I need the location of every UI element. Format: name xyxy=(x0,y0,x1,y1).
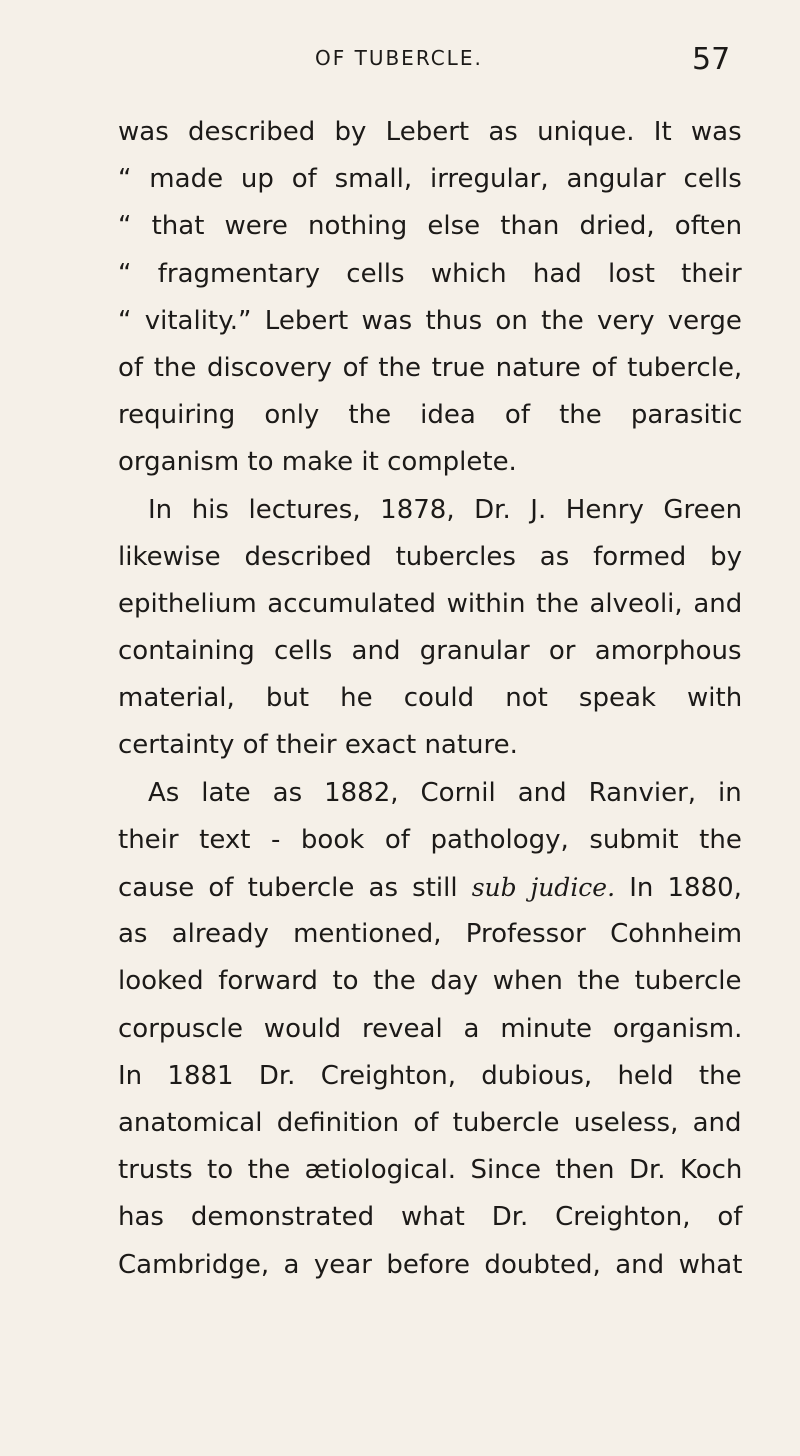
text-line: As late as 1882, Cornil and Ranvier, in xyxy=(148,777,742,808)
text-line: their text - book of pathology, submit the xyxy=(118,824,742,855)
text-line: epithelium accumulated within the alveoli, and xyxy=(118,588,743,619)
text-segment: cause of tubercle as still xyxy=(118,873,472,903)
text-line: “ made up of small, irregular, angular cells xyxy=(118,164,742,195)
text-line: Cambridge, a year before doubted, and what xyxy=(118,1249,743,1280)
running-title: OF TUBERCLE. xyxy=(315,46,483,70)
text-line: corpuscle would reveal a minute organism. xyxy=(118,1013,743,1044)
text-line: “ vitality.” Lebert was thus on the very verge xyxy=(118,305,742,336)
text-line: In his lectures, 1878, Dr. J. Henry Green xyxy=(148,494,743,525)
text-line: anatomical definition of tubercle useless, and xyxy=(118,1107,742,1138)
text-line: organism to make it complete. xyxy=(118,447,517,478)
text-line: looked forward to the day when the tubercle xyxy=(118,966,742,997)
text-line: as already mentioned, Professor Cohnheim xyxy=(118,919,743,950)
body-text xyxy=(118,109,742,1289)
text-line: was described by Lebert as unique. It was xyxy=(118,117,742,147)
text-line: requiring only the idea of the parasitic xyxy=(118,400,743,431)
page-number: 57 xyxy=(692,42,731,77)
text-line: In 1881 Dr. Creighton, dubious, held the xyxy=(118,1060,742,1091)
text-segment: In 1880, xyxy=(615,873,742,903)
text-line: material, but he could not speak with xyxy=(118,683,743,714)
italic-phrase: sub judice. xyxy=(471,873,616,902)
text-line: “ that were nothing else than dried, often xyxy=(118,211,743,242)
running-head xyxy=(0,40,800,76)
text-line: trusts to the ætiological. Since then Dr. Koch xyxy=(118,1155,743,1186)
text-line: certainty of their exact nature. xyxy=(118,730,518,761)
text-line: has demonstrated what Dr. Creighton, of xyxy=(118,1202,743,1233)
text-line: “ fragmentary cells which had lost their xyxy=(118,258,742,289)
text-line-with-italic xyxy=(118,864,742,911)
text-line: containing cells and granular or amorphous xyxy=(118,636,742,667)
text-line: of the discovery of the true nature of tubercle, xyxy=(118,352,743,383)
text-line: likewise described tubercles as formed by xyxy=(118,541,743,572)
